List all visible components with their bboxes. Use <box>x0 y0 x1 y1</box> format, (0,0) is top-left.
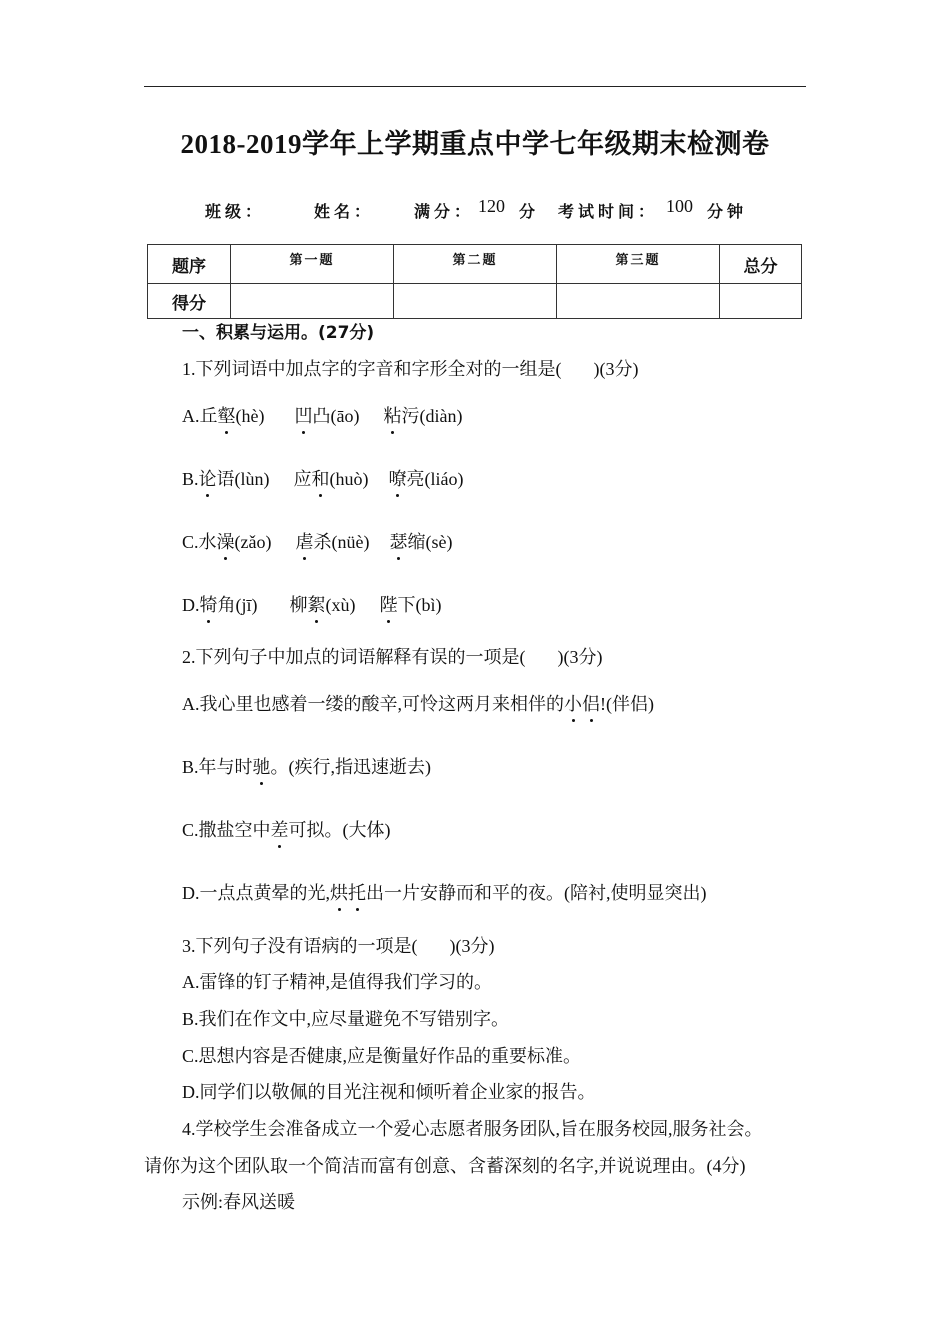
exam-title: 2018-2019学年上学期重点中学七年级期末检测卷 <box>180 129 770 159</box>
dotted-char: 澡 <box>217 528 235 554</box>
q3-option-d: D.同学们以敬佩的目光注视和倾听着企业家的报告。 <box>182 1082 596 1102</box>
text: 语(lùn) <box>216 469 270 489</box>
dotted-char: 瑟 <box>389 528 407 554</box>
q3-option-a: A.雷锋的钉子精神,是值得我们学习的。 <box>182 972 492 992</box>
text: B.年与时 <box>182 757 253 777</box>
q1-option-a <box>182 402 462 428</box>
dotted-char: 驰 <box>253 753 271 779</box>
dotted-char: 陛 <box>380 591 398 617</box>
q1-stem-b: )(3分) <box>593 359 639 379</box>
q3-stem <box>182 932 494 958</box>
text: C.撒盐空中 <box>182 820 271 840</box>
score-cell-q2[interactable] <box>394 284 557 319</box>
dotted-char: 小 <box>564 690 582 716</box>
header-rule <box>144 86 806 87</box>
q4-example: 示例:春风送暖 <box>182 1192 296 1212</box>
text: 柳 <box>289 595 308 615</box>
q1-option-d <box>182 591 442 617</box>
text: (huò) <box>329 469 369 489</box>
dotted-char: 嘹 <box>389 465 407 491</box>
q1-stem <box>182 355 638 381</box>
text: 杀(nüè) <box>313 532 370 552</box>
dotted-char: 侣 <box>582 690 600 716</box>
q2-stem <box>182 643 602 669</box>
text: 缩(sè) <box>407 532 453 552</box>
text: 角(jī) <box>217 595 258 615</box>
text: (zǎo) <box>234 532 272 552</box>
text: D.一点点黄晕的光, <box>182 883 330 903</box>
dotted-char: 粘 <box>383 402 401 428</box>
q2-option-b <box>182 753 431 779</box>
text: 亮(liáo) <box>406 469 464 489</box>
text: 凸(āo) <box>312 406 360 426</box>
text: (xù) <box>325 595 356 615</box>
q3-stem-a: 3.下列句子没有语病的一项是( <box>182 936 418 956</box>
score-cell-total[interactable] <box>720 284 802 319</box>
dotted-char: 虐 <box>295 528 313 554</box>
score-table-score-row <box>148 284 802 319</box>
text: 出一片安静而和平的夜。(陪衬,使明显突出) <box>366 883 707 903</box>
text: 应 <box>293 469 312 489</box>
col-q3: 第三题 <box>557 245 720 284</box>
text: 可拟。(大体) <box>288 820 391 840</box>
text: A.丘 <box>182 406 218 426</box>
col-total: 总分 <box>720 245 802 284</box>
q2-stem-a: 2.下列句子中加点的词语解释有误的一项是( <box>182 647 526 667</box>
q2-option-c <box>182 816 391 842</box>
text: B. <box>182 469 199 489</box>
q2-option-d <box>182 879 707 905</box>
dotted-char: 烘 <box>330 879 348 905</box>
col-order: 题序 <box>148 245 231 284</box>
dotted-char: 论 <box>199 465 217 491</box>
score-cell-q3[interactable] <box>557 284 720 319</box>
dotted-char: 絮 <box>308 591 326 617</box>
section-heading: 一、积累与运用。(27分) <box>182 323 375 343</box>
q3-option-c: C.思想内容是否健康,应是衡量好作品的重要标准。 <box>182 1046 582 1066</box>
dotted-char: 凹 <box>294 402 312 428</box>
dotted-char: 差 <box>271 816 289 842</box>
text: 。(疾行,指迅速逝去) <box>270 757 432 777</box>
q2-option-a <box>182 690 654 716</box>
text: 污(diàn) <box>401 406 463 426</box>
full-score-label: 满分： <box>414 202 475 221</box>
dotted-char: 壑 <box>218 402 236 428</box>
col-q1: 第一题 <box>231 245 394 284</box>
text: 下(bì) <box>397 595 442 615</box>
time-value: 100 <box>666 196 693 216</box>
row-score-label: 得分 <box>148 284 231 319</box>
text: C.水 <box>182 532 217 552</box>
full-score-unit: 分 <box>519 202 540 221</box>
score-table <box>147 244 802 319</box>
q3-stem-b: )(3分) <box>449 936 495 956</box>
text: !(伴侣) <box>600 694 654 714</box>
dotted-char: 犄 <box>200 591 218 617</box>
full-score-value: 120 <box>478 196 505 216</box>
q1-option-b <box>182 465 464 491</box>
time-label: 考试时间： <box>558 202 659 221</box>
name-label: 姓名： <box>314 202 375 221</box>
dotted-char: 和 <box>312 465 330 491</box>
time-unit: 分钟 <box>707 202 748 221</box>
score-cell-q1[interactable] <box>231 284 394 319</box>
q2-stem-b: )(3分) <box>557 647 603 667</box>
class-label: 班级： <box>205 202 266 221</box>
q4-line2: 请你为这个团队取一个简洁而富有创意、含蓄深刻的名字,并说说理由。(4分) <box>144 1156 746 1176</box>
q1-option-c <box>182 528 452 554</box>
text: (hè) <box>235 406 265 426</box>
score-table-header-row <box>148 245 802 284</box>
q3-option-b: B.我们在作文中,应尽量避免不写错别字。 <box>182 1009 510 1029</box>
q1-stem-a: 1.下列词语中加点字的字音和字形全对的一组是( <box>182 359 562 379</box>
q4-line1: 4.学校学生会准备成立一个爱心志愿者服务团队,旨在服务校园,服务社会。 <box>182 1119 763 1139</box>
text: D. <box>182 595 200 615</box>
dotted-char: 托 <box>348 879 366 905</box>
text: A.我心里也感着一缕的酸辛,可怜这两月来相伴的 <box>182 694 564 714</box>
col-q2: 第二题 <box>394 245 557 284</box>
